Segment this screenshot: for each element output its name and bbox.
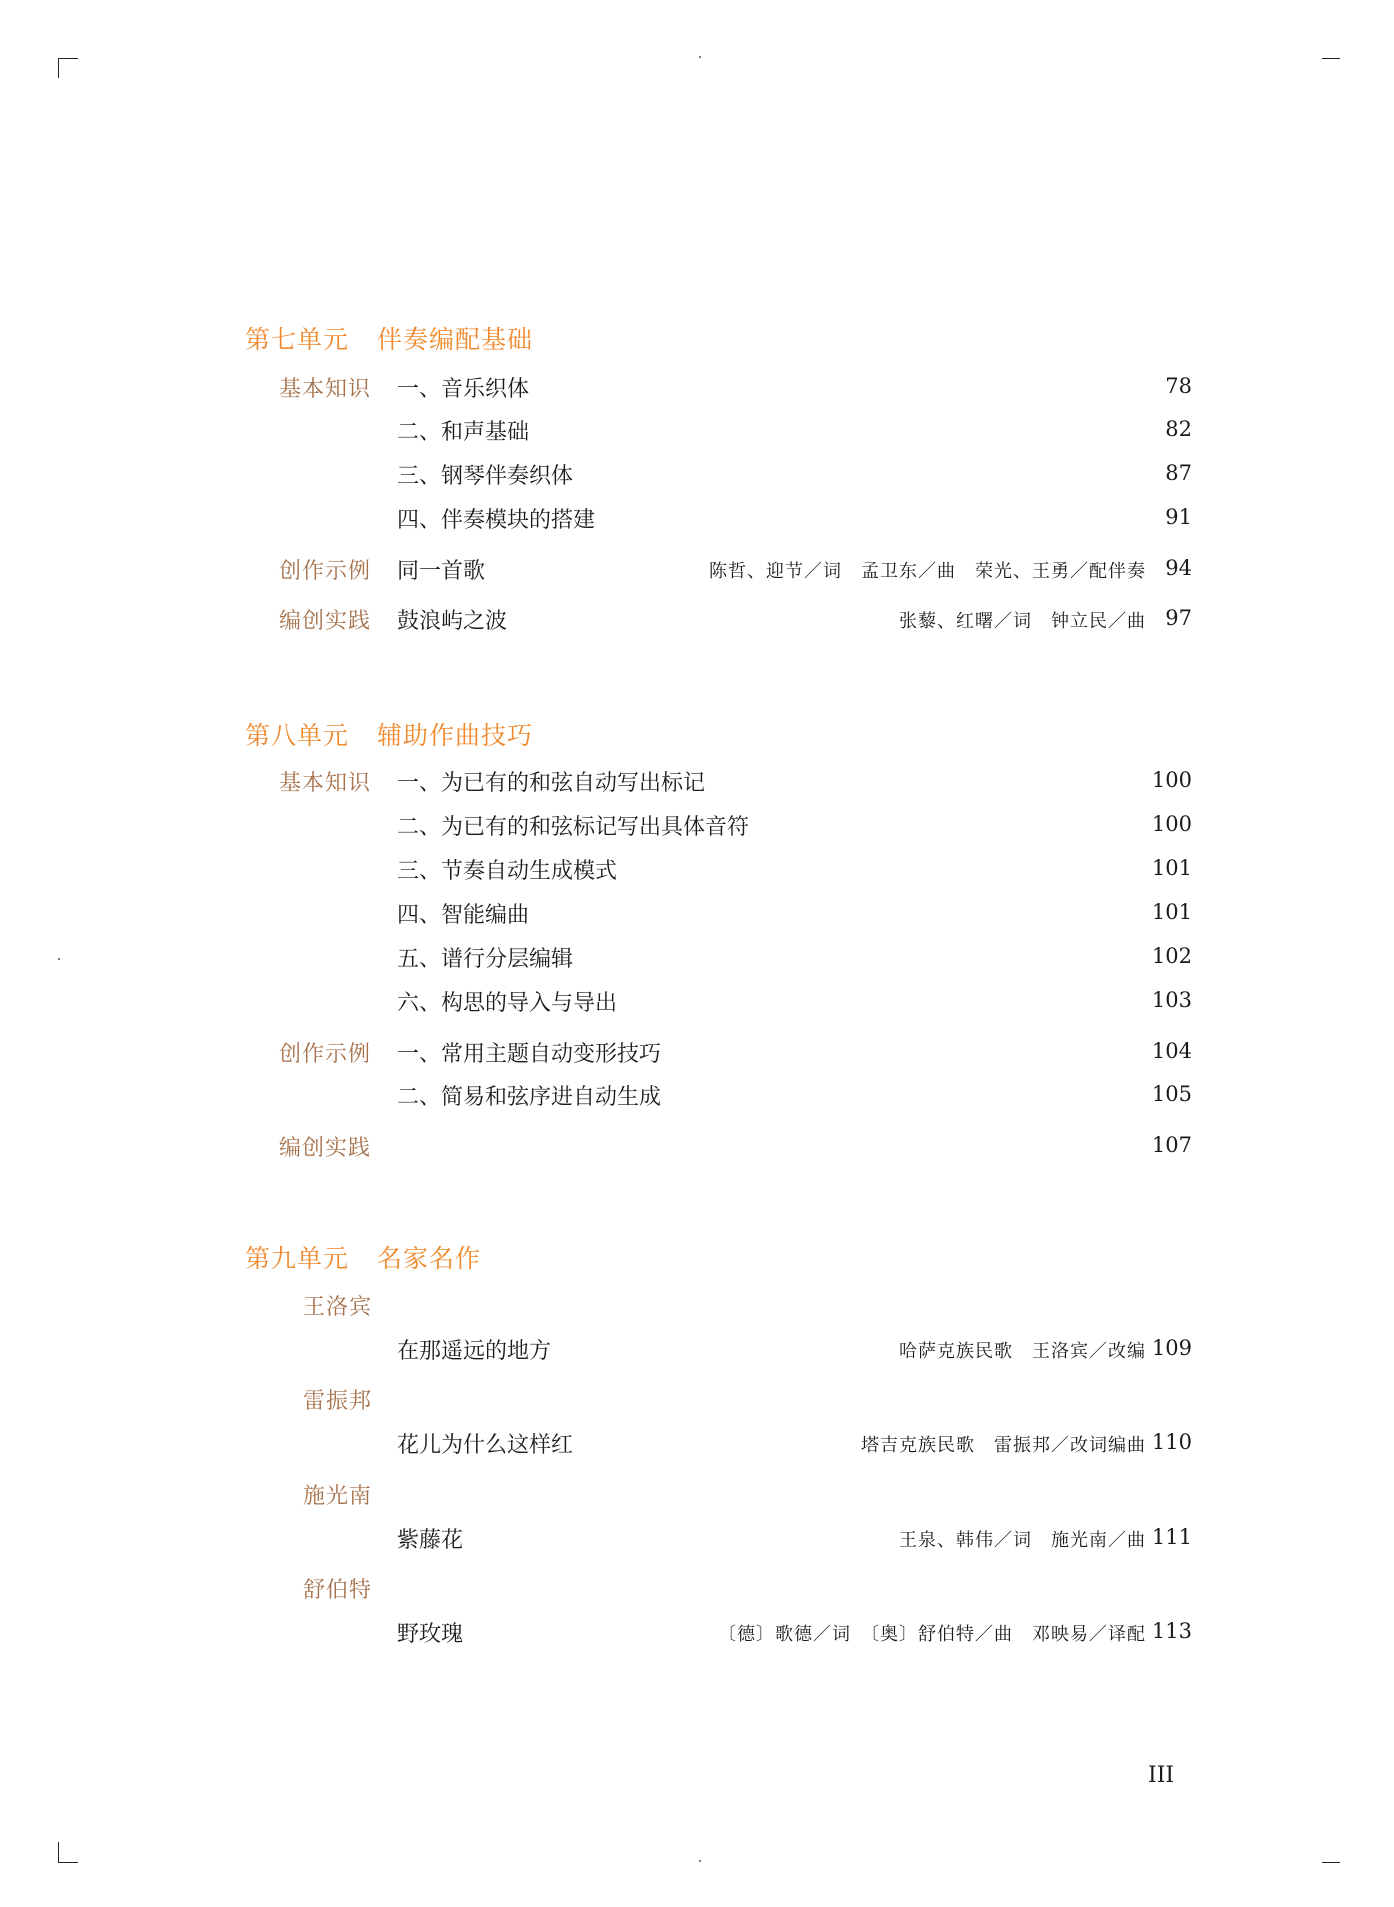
entry-title: 一、为已有的和弦自动写出标记 — [397, 771, 706, 796]
composer-name: 施光南 — [302, 1484, 372, 1509]
crop-mark-top-right — [1322, 58, 1340, 59]
page-number: 103 — [1151, 988, 1192, 1012]
page-number: 102 — [1151, 944, 1192, 968]
crop-mark-bottom-left — [58, 1842, 59, 1862]
category-label: 基本知识 — [278, 771, 371, 796]
page-folio: III — [1148, 1763, 1175, 1788]
page-number: 82 — [1165, 417, 1192, 441]
entry-title: 鼓浪屿之波 — [397, 609, 508, 634]
entry-title: 六、构思的导入与导出 — [397, 991, 618, 1016]
entry-credit: 陈哲、迎节／词 孟卫东／曲 荣光、王勇／配伴奏 — [709, 561, 1146, 582]
entry-credit: 哈萨克族民歌 王洛宾／改编 — [899, 1341, 1146, 1362]
entry-credit: 王泉、韩伟／词 施光南／曲 — [899, 1530, 1146, 1551]
page-number: 87 — [1165, 461, 1192, 485]
entry-credit: 塔吉克族民歌 雷振邦／改词编曲 — [861, 1435, 1146, 1456]
page-number: 104 — [1151, 1039, 1192, 1063]
unit-number: 第八单元 — [245, 721, 350, 750]
entry-title: 野玫瑰 — [397, 1622, 464, 1647]
entry-title: 五、谱行分层编辑 — [397, 947, 574, 972]
page-number: 101 — [1151, 856, 1192, 880]
registration-dot — [58, 958, 60, 960]
entry-title: 二、和声基础 — [397, 420, 530, 445]
unit-subtitle: 辅助作曲技巧 — [377, 721, 534, 750]
category-label: 创作示例 — [278, 1042, 371, 1067]
composer-name: 雷振邦 — [302, 1389, 372, 1414]
composer-name: 舒伯特 — [302, 1578, 372, 1603]
entry-credit: 张藜、红曙／词 钟立民／曲 — [899, 611, 1146, 632]
category-label: 创作示例 — [278, 559, 371, 584]
unit-heading — [245, 320, 533, 356]
entry-title: 二、简易和弦序进自动生成 — [397, 1085, 662, 1110]
category-label: 编创实践 — [278, 1136, 371, 1161]
unit-heading — [245, 1239, 481, 1275]
page-number: 111 — [1151, 1525, 1192, 1549]
page-number: 101 — [1151, 900, 1192, 924]
page-number: 109 — [1151, 1336, 1192, 1360]
entry-title: 同一首歌 — [397, 559, 486, 584]
entry-title: 四、智能编曲 — [397, 903, 530, 928]
page-number: 78 — [1165, 374, 1192, 398]
page-number: 110 — [1151, 1430, 1192, 1454]
category-label: 基本知识 — [278, 377, 371, 402]
unit-subtitle: 伴奏编配基础 — [377, 325, 534, 354]
unit-subtitle: 名家名作 — [377, 1244, 482, 1273]
crop-mark-bottom-left — [58, 1862, 78, 1863]
page-number: 105 — [1151, 1082, 1192, 1106]
entry-title: 三、钢琴伴奏织体 — [397, 464, 574, 489]
unit-number: 第九单元 — [245, 1244, 350, 1273]
registration-dot — [699, 1860, 701, 1862]
unit-heading — [245, 716, 533, 752]
composer-name: 王洛宾 — [302, 1295, 372, 1320]
page-number: 91 — [1165, 505, 1192, 529]
registration-dot — [699, 56, 701, 58]
crop-mark-top-left — [58, 58, 59, 78]
entry-credit: 〔德〕歌德／词 〔奥〕舒伯特／曲 邓映易／译配 — [718, 1624, 1146, 1645]
page-number: 113 — [1151, 1619, 1192, 1643]
entry-title: 在那遥远的地方 — [397, 1339, 552, 1364]
page-number: 100 — [1151, 768, 1192, 792]
entry-title: 一、音乐织体 — [397, 377, 530, 402]
entry-title: 四、伴奏模块的搭建 — [397, 508, 596, 533]
crop-mark-bottom-right — [1322, 1862, 1340, 1863]
page-number: 100 — [1151, 812, 1192, 836]
category-label: 编创实践 — [278, 609, 371, 634]
entry-title: 花儿为什么这样红 — [397, 1433, 574, 1458]
entry-title: 一、常用主题自动变形技巧 — [397, 1042, 662, 1067]
page-number: 97 — [1165, 606, 1192, 630]
entry-title: 紫藤花 — [397, 1528, 464, 1553]
page-number: 107 — [1151, 1133, 1192, 1157]
entry-title: 二、为已有的和弦标记写出具体音符 — [397, 815, 750, 840]
entry-title: 三、节奏自动生成模式 — [397, 859, 618, 884]
page-number: 94 — [1165, 556, 1192, 580]
unit-number: 第七单元 — [245, 325, 350, 354]
crop-mark-top-left — [58, 58, 78, 59]
